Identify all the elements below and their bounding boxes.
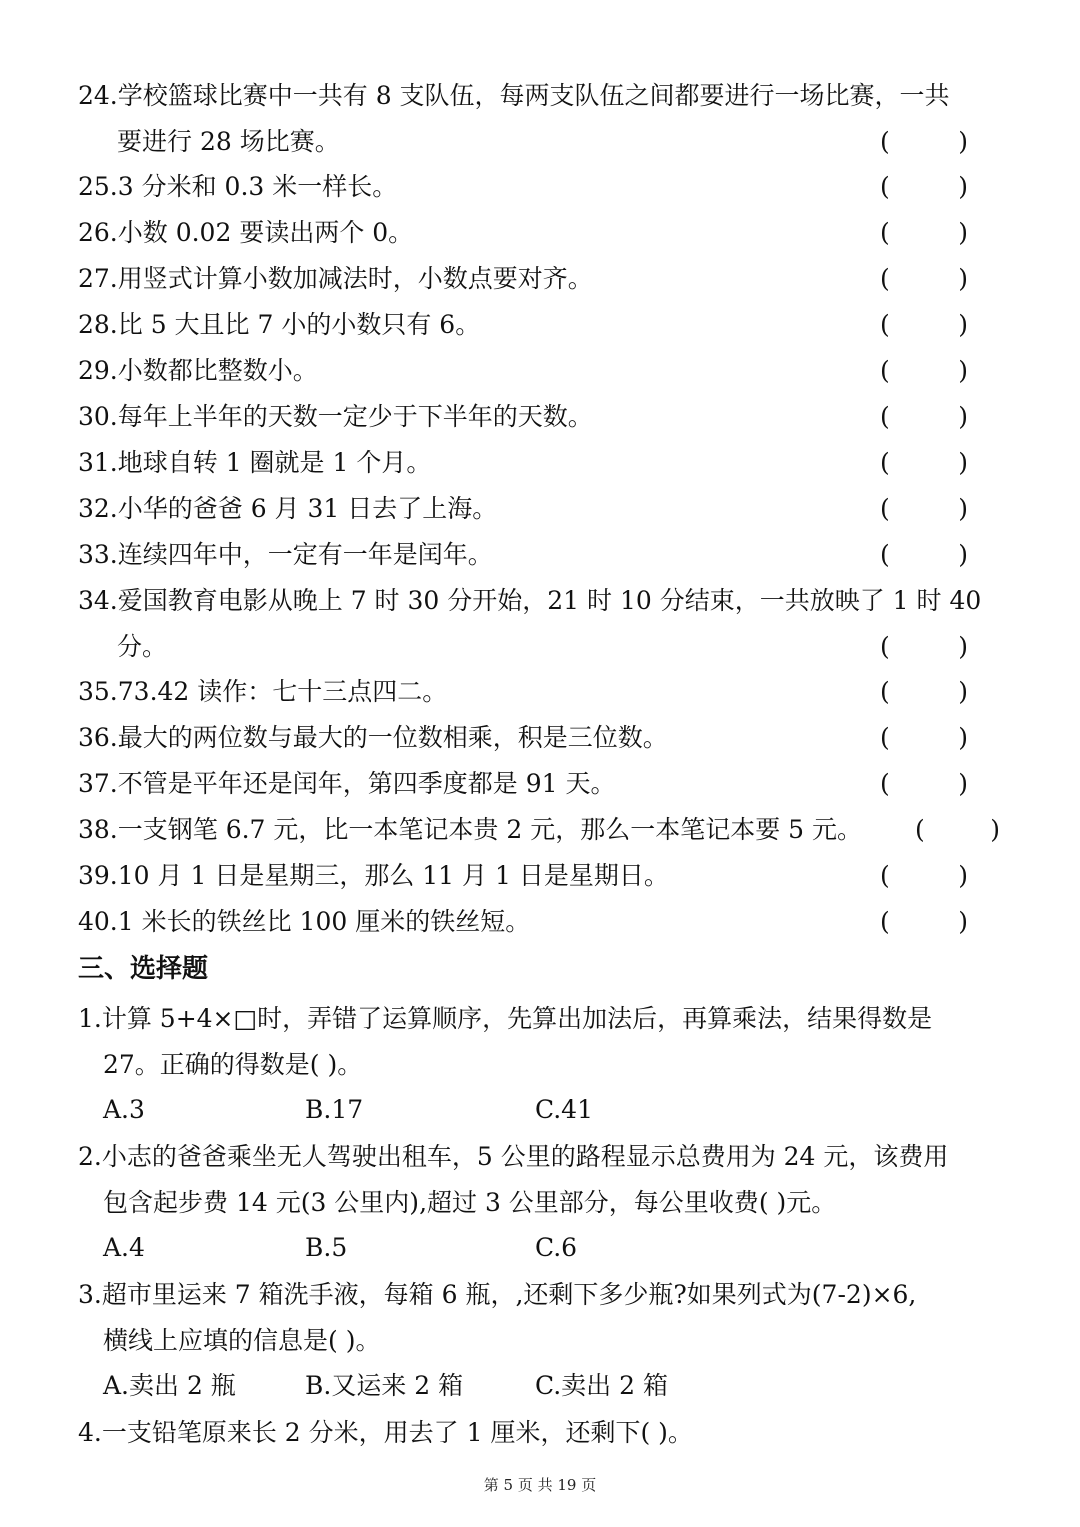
choice-2-option-b[interactable]: B.5 [305,1233,348,1262]
choice-3-line-2: 横线上应填的信息是( )。 [103,1326,381,1355]
answer-paren-26[interactable] [880,218,968,248]
question-30: 30.每年上半年的天数一定少于下半年的天数。 [78,402,593,431]
paren-open: ( [880,769,890,798]
question-39: 39.10 月 1 日是星期三，那么 11 月 1 日是星期日。 [78,861,669,890]
choice-2-line-2: 包含起步费 14 元(3 公里内),超过 3 公里部分，每公里收费( )元。 [103,1188,837,1217]
choice-1-option-c[interactable]: C.41 [535,1095,593,1124]
answer-paren-32[interactable] [880,494,968,524]
paren-open: ( [880,632,890,661]
answer-paren-30[interactable] [880,402,968,432]
paren-close: ) [958,677,968,706]
paren-close: ) [958,264,968,293]
answer-paren-38[interactable] [915,815,1000,845]
paren-close: ) [958,218,968,247]
paren-close: ) [958,769,968,798]
answer-paren-36[interactable] [880,723,968,753]
answer-paren-31[interactable] [880,448,968,478]
question-24-line-2: 要进行 28 场比赛。 [117,127,340,156]
section-title: 三、选择题 [78,954,209,984]
answer-paren-37[interactable] [880,769,968,799]
choice-3-option-b[interactable]: B.又运来 2 箱 [305,1371,464,1400]
answer-paren-25[interactable] [880,172,968,202]
answer-paren-33[interactable] [880,540,968,570]
paren-close: ) [958,723,968,752]
question-24-line-1: 24.学校篮球比赛中一共有 8 支队伍，每两支队伍之间都要进行一场比赛，一共 [78,81,950,110]
page-footer: 第 5 页 共 19 页 [483,1476,597,1494]
question-27: 27.用竖式计算小数加减法时，小数点要对齐。 [78,264,593,293]
question-40: 40.1 米长的铁丝比 100 厘米的铁丝短。 [78,907,531,936]
paren-close: ) [958,494,968,523]
question-35: 35.73.42 读作：七十三点四二。 [78,677,448,706]
question-34-line-2: 分。 [117,632,168,661]
question-32: 32.小华的爸爸 6 月 31 日去了上海。 [78,494,498,523]
paren-open: ( [880,907,890,936]
paren-open: ( [880,172,890,201]
paren-open: ( [880,494,890,523]
paren-open: ( [880,127,890,156]
choice-3-option-a[interactable]: A.卖出 2 瓶 [103,1371,236,1400]
choice-3-line-1: 3.超市里运来 7 箱洗手液，每箱 6 瓶，,还剩下多少瓶?如果列式为(7-2)×6, [78,1280,917,1309]
question-34-line-1: 34.爱国教育电影从晚上 7 时 30 分开始，21 时 10 分结束，一共放映了 1 时 40 [78,586,982,615]
choice-2-option-c[interactable]: C.6 [535,1233,578,1262]
answer-paren-29[interactable] [880,356,968,386]
question-25: 25.3 分米和 0.3 米一样长。 [78,172,398,201]
paren-open: ( [880,264,890,293]
answer-paren-24[interactable] [880,127,968,157]
paren-open: ( [915,815,925,844]
paren-open: ( [880,218,890,247]
paren-open: ( [880,448,890,477]
paren-open: ( [880,356,890,385]
paren-open: ( [880,677,890,706]
answer-paren-27[interactable] [880,264,968,294]
paren-open: ( [880,861,890,890]
choice-1-option-b[interactable]: B.17 [305,1095,364,1124]
paren-open: ( [880,723,890,752]
question-38: 38.一支钢笔 6.7 元，比一本笔记本贵 2 元，那么一本笔记本要 5 元。 [78,815,863,844]
paren-close: ) [958,356,968,385]
answer-paren-35[interactable] [880,677,968,707]
paren-close: ) [958,907,968,936]
choice-3-option-c[interactable]: C.卖出 2 箱 [535,1371,668,1400]
paren-open: ( [880,402,890,431]
paren-close: ) [990,815,1000,844]
question-26: 26.小数 0.02 要读出两个 0。 [78,218,414,247]
choice-2-line-1: 2.小志的爸爸乘坐无人驾驶出租车，5 公里的路程显示总费用为 24 元，该费用 [78,1142,949,1171]
question-37: 37.不管是平年还是闰年，第四季度都是 91 天。 [78,769,616,798]
choice-1-line-1: 1.计算 5+4×□时，弄错了运算顺序，先算出加法后，再算乘法，结果得数是 [78,1004,933,1033]
question-28: 28.比 5 大且比 7 小的小数只有 6。 [78,310,481,339]
choice-2-option-a[interactable]: A.4 [103,1233,145,1262]
answer-paren-34[interactable] [880,632,968,662]
paren-close: ) [958,632,968,661]
answer-paren-40[interactable] [880,907,968,937]
answer-paren-39[interactable] [880,861,968,891]
paren-close: ) [958,172,968,201]
paren-close: ) [958,448,968,477]
choice-1-line-2: 27。正确的得数是( )。 [103,1050,363,1079]
paren-close: ) [958,402,968,431]
paren-close: ) [958,310,968,339]
paren-open: ( [880,540,890,569]
choice-4-line-1: 4.一支铅笔原来长 2 分米，用去了 1 厘米，还剩下( )。 [78,1418,693,1447]
paren-close: ) [958,127,968,156]
question-33: 33.连续四年中，一定有一年是闰年。 [78,540,493,569]
question-29: 29.小数都比整数小。 [78,356,318,385]
paren-open: ( [880,310,890,339]
paren-close: ) [958,861,968,890]
question-36: 36.最大的两位数与最大的一位数相乘，积是三位数。 [78,723,668,752]
answer-paren-28[interactable] [880,310,968,340]
choice-1-option-a[interactable]: A.3 [103,1095,145,1124]
question-31: 31.地球自转 1 圈就是 1 个月。 [78,448,432,477]
paren-close: ) [958,540,968,569]
